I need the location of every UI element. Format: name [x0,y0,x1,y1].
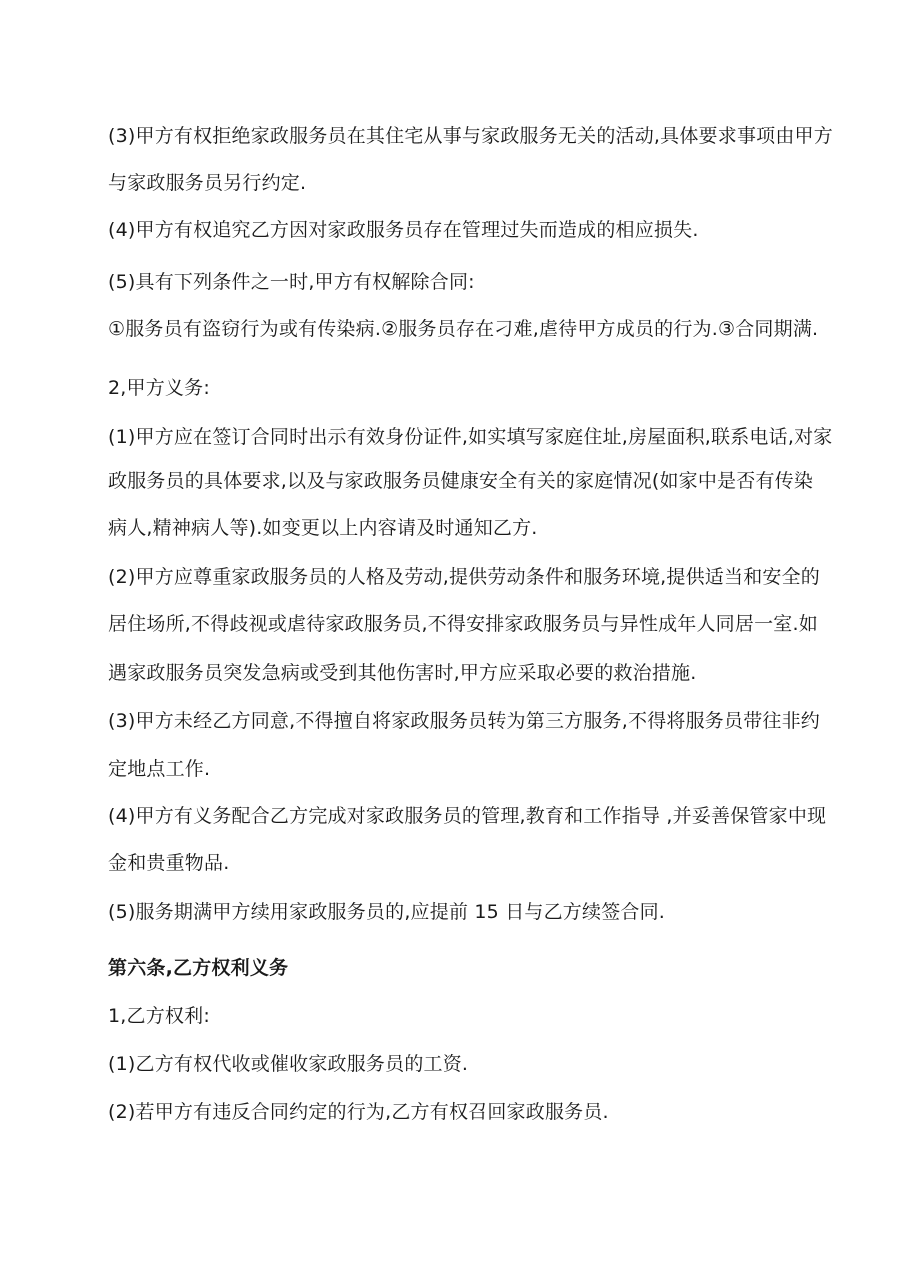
paragraph-line: 与家政服务员另行约定. [108,172,307,194]
paragraph-line: (1)甲方应在签订合同时出示有效身份证件,如实填写家庭住址,房屋面积,联系电话,对家 [108,426,833,448]
paragraph-line: (4)甲方有义务配合乙方完成对家政服务员的管理,教育和工作指导 ,并妥善保管家中现 [108,805,827,827]
paragraph-line: (5)具有下列条件之一时,甲方有权解除合同: [108,271,475,293]
paragraph-line: 居住场所,不得歧视或虐待家政服务员,不得安排家政服务员与异性成年人同居一室.如 [108,613,818,635]
section-subheading: 2,甲方义务: [108,377,210,399]
paragraph-line: (3)甲方未经乙方同意,不得擅自将家政服务员转为第三方服务,不得将服务员带往非约 [108,710,820,732]
paragraph-line: 定地点工作. [108,758,211,780]
paragraph-line: 金和贵重物品. [108,852,230,874]
paragraph-line: (4)甲方有权追究乙方因对家政服务员存在管理过失而造成的相应损失. [108,219,699,241]
paragraph-line: (3)甲方有权拒绝家政服务员在其住宅从事与家政服务无关的活动,具体要求事项由甲方 [108,125,833,147]
paragraph-line: 政服务员的具体要求,以及与家政服务员健康安全有关的家庭情况(如家中是否有传染 [108,470,814,492]
paragraph-line: ①服务员有盗窃行为或有传染病.②服务员存在刁难,虐待甲方成员的行为.③合同期满. [108,318,819,340]
paragraph-line: (5)服务期满甲方续用家政服务员的,应提前 15 日与乙方续签合同. [108,901,666,923]
paragraph-line: (1)乙方有权代收或催收家政服务员的工资. [108,1053,469,1075]
article-heading: 第六条,乙方权利义务 [108,957,289,979]
paragraph-line: 遇家政服务员突发急病或受到其他伤害时,甲方应采取必要的救治措施. [108,662,697,684]
paragraph-line: 病人,精神病人等).如变更以上内容请及时通知乙方. [108,517,538,539]
paragraph-line: (2)甲方应尊重家政服务员的人格及劳动,提供劳动条件和服务环境,提供适当和安全的 [108,566,820,588]
section-subheading: 1,乙方权利: [108,1005,210,1027]
paragraph-line: (2)若甲方有违反合同约定的行为,乙方有权召回家政服务员. [108,1101,609,1123]
